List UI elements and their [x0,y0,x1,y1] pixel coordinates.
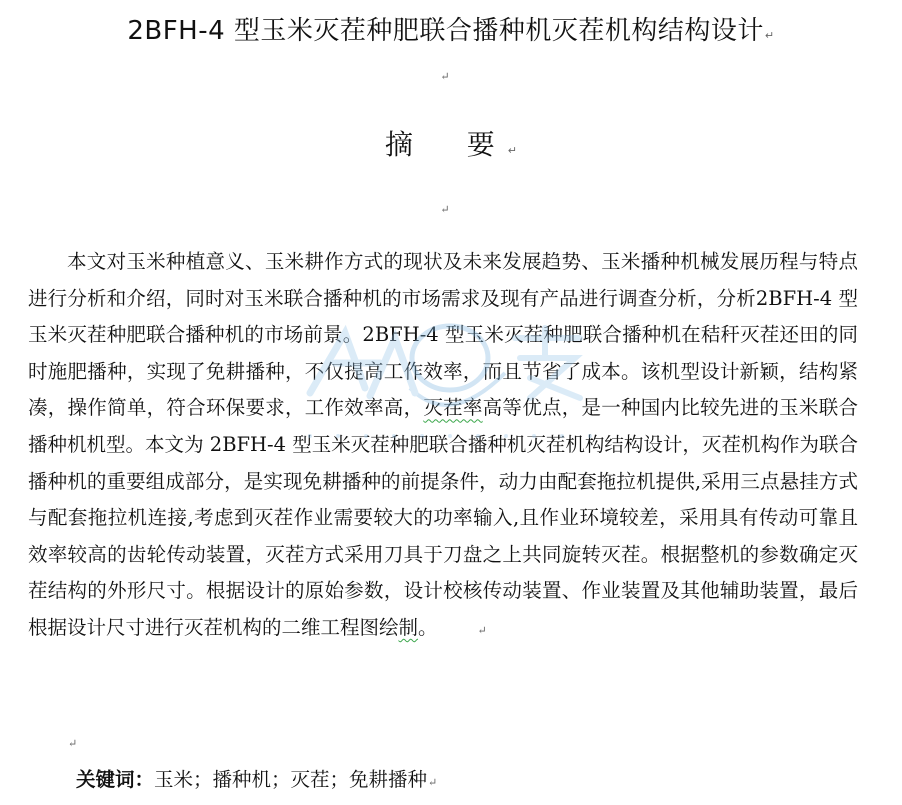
title-text: 2BFH-4 型玉米灭茬种肥联合播种机灭茬机构结构设计 [127,16,764,46]
abstract-text: 高等优点，是一种国内比较先进的玉米联合播种机机型。本文为 2BFH-4 型玉米灭茬种肥联合播种机灭茬机构结构设计，灭茬机构作为联合播种机的重要组成部分，是实现免耕播种的前提条件，动力由配套拖拉机提供,采用三点悬挂方式与配套拖拉机连接,考虑到灭茬作业需要较大的功率输入,且作业环境较差，采用具有传动可靠且效率较高的齿轮传动装置，灭茬方式采用刀具于刀盘之上共同旋转灭茬。根据整机的参数确定灭茬结构的外形尺寸。根据设计的原始参数，设计校核传动装置、作业装置及其他辅助装置，最后根据设计尺寸进行灭茬机构的二维工程图绘 [28,396,858,639]
paragraph-mark-icon: ↵ [477,623,487,637]
abstract-paragraph [28,244,858,650]
keywords-label: 关键词： [76,768,155,791]
keywords-value: 玉米；播种机；灭茬；免耕播种 [154,768,428,791]
paragraph-mark-icon: ↵ [428,776,438,789]
paragraph-mark-icon: ↵ [507,144,518,157]
empty-paragraph [68,737,108,750]
paragraph-mark-icon: ↵ [68,737,78,750]
paragraph-mark-icon: ↵ [440,70,450,83]
abstract-text: 本文对玉米种植意义、玉米耕作方式的现状及未来发展趋势、玉米播种机械发展历程与特点进行分析和介绍，同时对玉米联合播种机的市场需求及现有产品进行调查分析，分析2BFH-4 型玉米灭茬种肥联合播种机的市场前景。2BFH-4 型玉米灭茬种肥联合播种机在秸秆灭茬还田的同时施肥播种，实现了免耕播种，不仅提高工作效率，而且节省了成本。该机型设计新颖，结构紧凑，操作简单，符合环保要求，工作效率高， [28,250,858,420]
keywords-line [76,764,437,792]
empty-paragraph [0,203,902,216]
abstract-text: 。 [418,615,438,639]
spellcheck-underline-text: 灭茬率 [423,396,483,420]
document-title [0,10,902,47]
heading-text: 摘 要 [384,128,507,161]
paragraph-mark-icon: ↵ [440,203,450,216]
spellcheck-underline-text: 制 [398,615,419,639]
empty-paragraph [0,70,902,83]
paragraph-mark-icon: ↵ [764,29,775,42]
abstract-heading [0,123,902,163]
